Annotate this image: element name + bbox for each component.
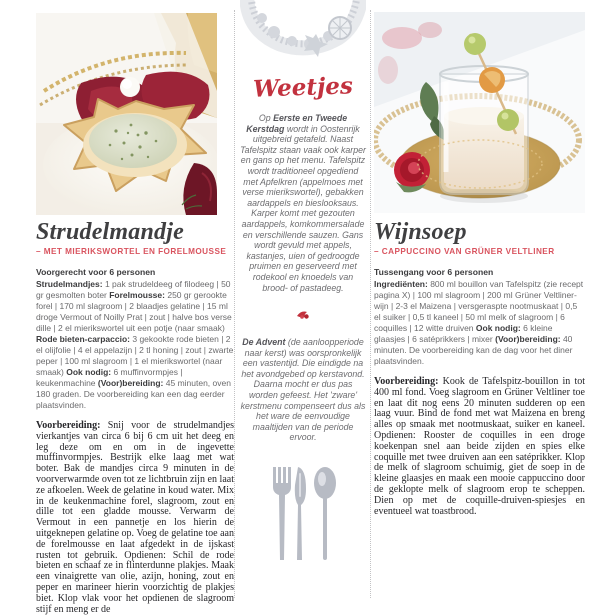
strudelmandje-photo — [36, 13, 217, 215]
preparation-text: Voorbereiding: Kook de Tafelspitz-bouillon in tot 400 ml fond. Voeg slagroom en Grüner Veltliner toe en laat dit nog eens 20 minuten sudderen op een laag vuur. Bind de fond met wat Maizena en breng alles op smaak met nootmuskaat, suiker en kaneel. Opdienen: Rooster de coquilles in een droge koekenpan snel aan beide zijden en spies elke coquille met twee druiven aan een satéprikker. Klop de melk of slagroom schuimig, giet de soep in de kleine glaasjes en maak een mooie cappuccino door de geklopte melk of slagroom erop te scheppen. Dien op met de coquille-druiven-spiesjes en eventueel wat toastbrood. — [374, 376, 585, 517]
ingredient-group-label: Forelmousse: — [109, 290, 165, 300]
wijnsoep-photo-illustration — [374, 12, 585, 213]
ingredient-group-label: Rode bieten-carpaccio: — [36, 334, 130, 344]
ingredient-group-label: Ook nodig: — [475, 323, 521, 333]
strudel-photo-illustration — [36, 13, 217, 215]
preparation-label: Voorbereiding: — [374, 376, 439, 387]
wijnsoep-photo — [374, 12, 585, 213]
ingredient-group-label: Ook nodig: — [66, 367, 112, 377]
ingredient-group-label: (Voor)bereiding: — [97, 378, 164, 388]
fact-advent: De Advent (de aanloopperiode naar kerst) was oorspronkelijk een vastentijd. Die eindigde na het avondgebed op kerstavond. Daarna mocht er dus pas worden gefeest. Het 'zware' kerstmenu compenseert dus als het ware de eenvoudige maaltijden van de periode ervoor. — [240, 337, 366, 443]
serving-line: Tussengang voor 6 personen — [374, 267, 494, 277]
preparation-text: Voorbereiding: Snij voor de strudelmandjes vierkantjes van circa 6 bij 6 cm uit het deeg en leg deze om en om in de ingevette muffinvormpjes. Bestrijk elke laag met wat boter. Bak de mandjes circa 9 minuten in de voorverwarmde oven tot ze lichtbruin zijn en laat ze afkoelen. Week de gelatine in koud water. Mix in de keukenmachine forel, slagroom, zout en dille tot een gladde mousse. Verwarm de Vermout in een pannetje en los hierin de uitgeknepen gelatine op. Voeg de gelatine toe aan de forelmousse en laat afgedekt in de ijskast rusten tot gebruik. Opdienen: Schil de rode bieten en schaaf ze in flinterdunne plakjes. Maak een vinaigrette van olie, azijn, honing, zout en peper en marineer hierin voorzichtig de plakjes biet. Klop vlak voor het opdienen de slagroom stijf en meng er de — [36, 420, 234, 615]
ingredients-list: Strudelmandjes: 1 pak strudeldeeg of filodeeg | 50 gr gesmolten boter Forelmousse: 250 gr gerookte forel | 170 ml slagroom | 2 blaadjes gelatine | 15 ml droge Vermout of Noilly Prat | zout | halve bos verse dille | 2 el mierikswortel uit een potje (naar smaak) Rode bieten-carpaccio: 3 gekookte rode bieten | 2 el olijfolie | 4 el appelazijn | 2 tl honing | zout | zwarte peper | 100 ml slagroom | 1 el mierikswortel (naar smaak) Ook nodig: 6 muffinvormpjes | keukenmachine (Voor)bereiding: 45 minuten, oven 180 graden. De voorbereiding kan een dag eerder plaatsvinden. — [36, 279, 234, 410]
ingredients-list: Ingrediënten: 800 ml bouillon van Tafelspitz (zie recept pagina X) | 100 ml slagroom | 200 ml Grüner Veltliner-wijn | 2-3 el Maizena | versgeraspte nootmuskaat | 0,5 el suiker | 0,5 tl kaneel | 50 ml melk of slagroom | 6 coquilles | 12 witte druiven Ook nodig: 6 kleine glaasjes | 6 satéprikkers | mixer (Voor)bereiding: 40 minuten. De voorbereiding kan de dag voor het diner plaatsvinden. — [374, 279, 584, 366]
column-divider-left — [234, 10, 235, 598]
weetjes-heading: Weetjes — [252, 72, 354, 103]
column-divider-right — [370, 10, 371, 598]
preparation-label: Voorbereiding: — [36, 420, 101, 431]
weetjes-column — [240, 0, 366, 560]
serving-line: Voorgerecht voor 6 personen — [36, 267, 156, 277]
ingredient-group-label: Strudelmandjes: — [36, 279, 103, 289]
holly-divider-icon — [240, 307, 366, 325]
recipe-title: Strudelmandje — [36, 219, 184, 245]
recipe-subtitle: – CAPPUCCINO VAN GRÜNER VELTLINER — [374, 247, 555, 256]
christmas-wreath-illustration — [240, 0, 366, 66]
recipe-subtitle: – MET MIERIKSWORTEL EN FORELMOUSSE — [36, 247, 227, 256]
recipe-title: Wijnsoep — [374, 219, 467, 245]
fact-christmas-dinner: Op Eerste en Tweede Kerstdag wordt in Oostenrijk uitgebreid getafeld. Naast Tafelspitz staan vaak ook karper en gans op het menu. Tafelspitz wordt traditioneel opgediend met Apfelkren (appelmoes met verse mierikswortel), gebakken aardappels en bieslooksaus. Karper komt met gezouten aardappels, komkommersalade en verschillende sauzen. Gans wordt gevuld met appels, kastanjes, uien of gedroogde pruimen en geserveerd met rodekool en knoedels van brood- of pastadeeg. — [240, 113, 366, 293]
cutlery-illustration — [265, 465, 341, 560]
ingredient-group-label: (Voor)bereiding: — [495, 334, 561, 344]
ingredient-group-label: Ingrediënten: — [374, 279, 428, 289]
